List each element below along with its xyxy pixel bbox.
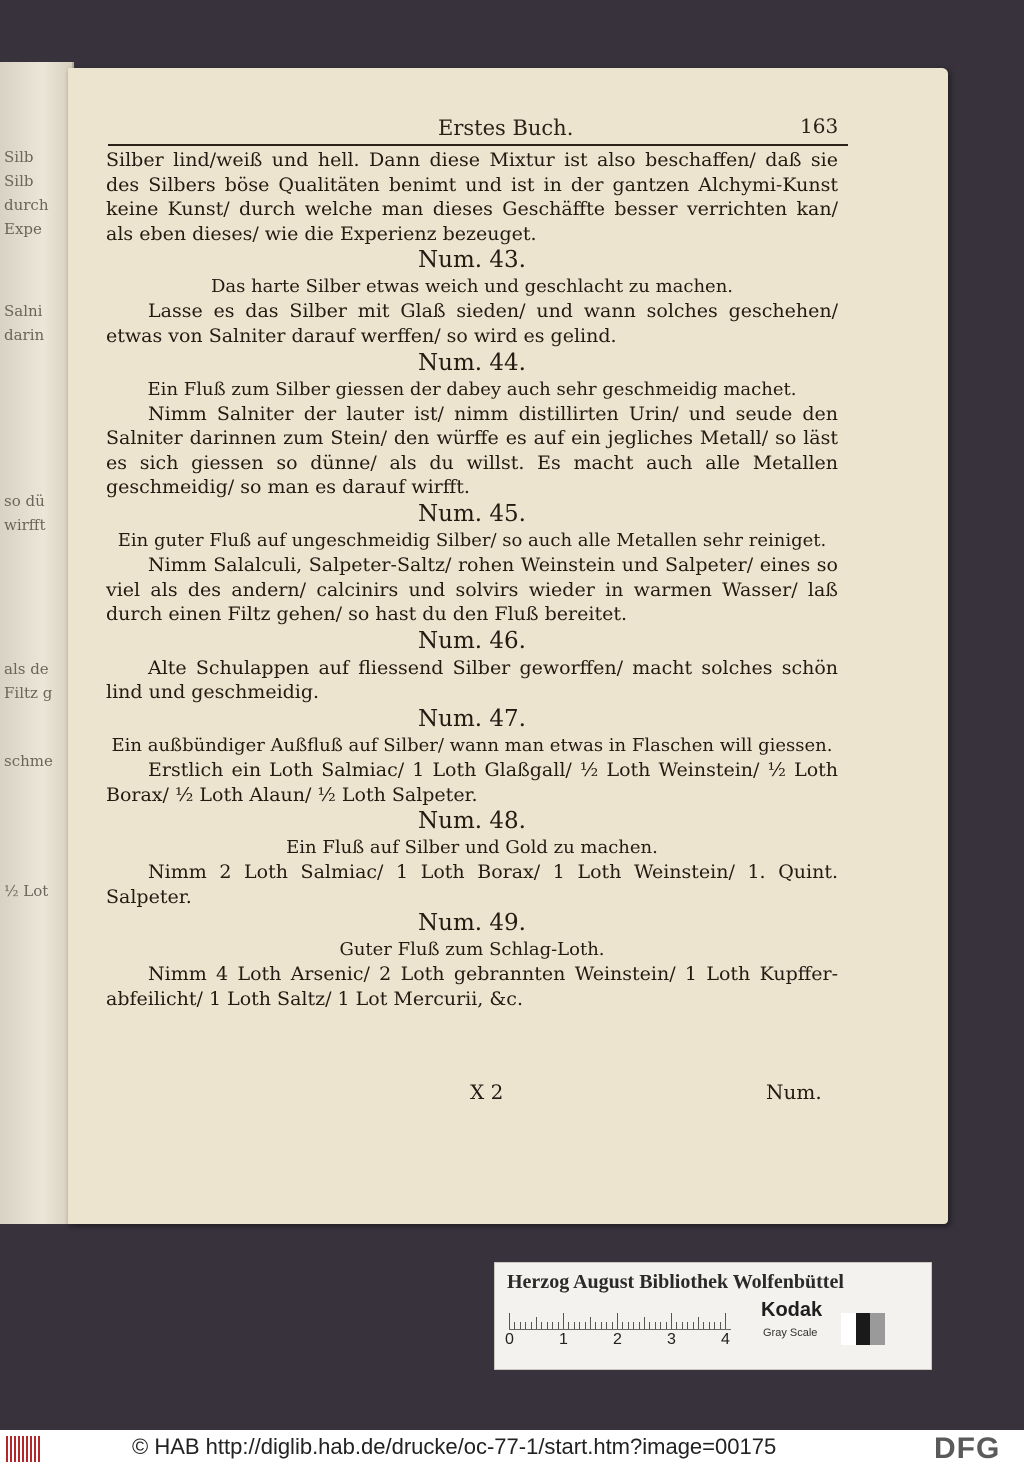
ruler-number: 2 xyxy=(613,1331,622,1348)
recipe-paragraph: Lasse es das Silber mit Glaß sieden/ und wann solches geschehen/ etwas von Salniter darauf werffen/ so wird es gelind. xyxy=(106,300,838,347)
ruler-number: 1 xyxy=(559,1331,568,1348)
measurement-ruler xyxy=(505,1309,731,1349)
recipe-title: Ein Fluß zum Silber giessen der dabey auch sehr geschmeidig machet. xyxy=(147,378,797,400)
recipe-paragraph: Alte Schulappen auf fliessend Silber geworffen/ macht solches schön lind und geschmeidig. xyxy=(106,656,838,704)
ruler-tick xyxy=(514,1322,515,1329)
ruler-tick xyxy=(579,1322,580,1329)
ruler-tick xyxy=(714,1322,715,1329)
ruler-tick xyxy=(687,1322,688,1329)
bottom-bar xyxy=(0,1430,1024,1467)
facing-page-fragment: durch xyxy=(4,196,49,214)
ruler-number: 0 xyxy=(505,1331,514,1348)
facing-page-fragment: ½ Lot xyxy=(4,882,49,900)
ruler-tick xyxy=(617,1313,618,1329)
recipe-number: Num. 49. xyxy=(418,910,526,937)
gray-swatch xyxy=(856,1313,871,1345)
ruler-tick xyxy=(639,1322,640,1329)
recipe-paragraph: Nimm Salniter der lauter ist/ nimm distillirten Urin/ und seude den Salniter darinnen zum Stein/ den würffe es auf ein jegliches Metall/ so läst es sich giessen so dünne/ als du willst. Es macht auch alle Metallen geschmeidig/ so man es darauf wirfft. xyxy=(106,402,838,499)
ruler-tick xyxy=(682,1322,683,1329)
ruler-tick xyxy=(541,1322,542,1329)
ruler-tick xyxy=(660,1322,661,1329)
recipe-paragraph: Nimm Salalculi, Salpeter-Saltz/ rohen Weinstein und Salpeter/ eines so viel als des andern/ calcinirs und solvirs wieder in warmen Wasser/ laß durch einen Filtz gehen/ so hast du den Fluß bereitet. xyxy=(106,553,838,626)
ruler-tick xyxy=(720,1322,721,1329)
facing-page-fragment: Silb xyxy=(4,172,34,190)
recipe-title: Guter Fluß zum Schlag-Loth. xyxy=(339,939,605,961)
ruler-tick xyxy=(606,1322,607,1329)
facing-page-fragment: darin xyxy=(4,326,45,344)
ruler-tick xyxy=(703,1322,704,1329)
ruler-tick xyxy=(644,1317,645,1329)
recipe-title: Ein guter Fluß auf ungeschmeidig Silber/ so auch alle Metallen sehr reiniget. xyxy=(117,529,827,551)
ruler-tick xyxy=(628,1322,629,1329)
ruler-tick xyxy=(509,1313,510,1329)
header-rule xyxy=(108,144,848,146)
book-page xyxy=(68,68,948,1224)
dfg-logo: DFG xyxy=(934,1432,1001,1465)
page-number: 163 xyxy=(800,114,839,138)
recipe-number: Num. 47. xyxy=(418,705,526,732)
gray-swatch xyxy=(841,1313,856,1345)
ruler-tick xyxy=(601,1322,602,1329)
facing-page-fragment: Silb xyxy=(4,148,34,166)
ruler-tick xyxy=(649,1322,650,1329)
facing-page-fragment: so dü xyxy=(4,492,45,510)
ruler-tick xyxy=(622,1322,623,1329)
signature-mark: X 2 xyxy=(470,1080,504,1104)
gray-scale-label: Gray Scale xyxy=(763,1327,818,1339)
facing-page-fragment: Filtz g xyxy=(4,684,53,702)
facing-page-edge xyxy=(0,62,74,1224)
ruler-tick xyxy=(525,1322,526,1329)
barcode-icon xyxy=(6,1436,42,1462)
recipe-title: Ein Fluß auf Silber und Gold zu machen. xyxy=(286,837,658,859)
kodak-brand: Kodak xyxy=(761,1299,823,1321)
ruler-tick xyxy=(709,1322,710,1329)
library-name: Herzog August Bibliothek Wolfenbüttel xyxy=(507,1271,844,1293)
ruler-tick xyxy=(568,1322,569,1329)
copyright-link[interactable]: © HAB http://diglib.hab.de/drucke/oc-77-1/start.htm?image=00175 xyxy=(132,1434,777,1459)
ruler-tick xyxy=(558,1322,559,1329)
ruler-tick xyxy=(531,1322,532,1329)
ruler-tick xyxy=(666,1322,667,1329)
ruler-tick xyxy=(585,1322,586,1329)
facing-page-fragment: schme xyxy=(4,752,53,770)
ruler-tick xyxy=(520,1322,521,1329)
recipe-number: Num. 48. xyxy=(418,808,526,835)
ruler-number: 4 xyxy=(721,1331,730,1348)
recipe-number: Num. 43. xyxy=(418,247,526,274)
ruler-baseline xyxy=(509,1329,731,1330)
recipe-paragraph: Silber lind/weiß und hell. Dann diese Mixtur ist also beschaffen/ daß sie des Silbers böse Qualitäten benimt und ist in der gantzen Alchymi-Kunst keine Kunst/ durch welche man dieses Geschäffte besser verrichten kan/ als eben dieses/ wie die Experienz bezeuget. xyxy=(106,149,838,245)
ruler-tick xyxy=(676,1322,677,1329)
recipe-title: Das harte Silber etwas weich und geschlacht zu machen. xyxy=(210,276,734,298)
page-footer xyxy=(68,1080,948,1110)
ruler-tick xyxy=(671,1313,672,1329)
recipe-number: Num. 46. xyxy=(418,627,526,654)
facing-page-fragment: wirfft xyxy=(4,516,46,534)
ruler-number: 3 xyxy=(667,1331,676,1348)
facing-page-fragment: als de xyxy=(4,660,49,678)
ruler-tick xyxy=(698,1317,699,1329)
ruler-tick xyxy=(595,1322,596,1329)
recipe-paragraph: Nimm 4 Loth Arsenic/ 2 Loth gebrannten Weinstein/ 1 Loth Kupffer-abfeilicht/ 1 Loth Saltz/ 1 Lot Mercurii, &c. xyxy=(106,963,838,1010)
ruler-tick xyxy=(590,1317,591,1329)
ruler-tick xyxy=(547,1322,548,1329)
library-label-card xyxy=(494,1262,932,1370)
facing-page-fragment: Expe xyxy=(4,220,42,238)
ruler-tick xyxy=(612,1322,613,1329)
facing-page-fragment: Salni xyxy=(4,302,43,320)
recipe-paragraph: Nimm 2 Loth Salmiac/ 1 Loth Borax/ 1 Loth Weinstein/ 1. Quint. Salpeter. xyxy=(106,861,838,908)
ruler-tick xyxy=(633,1322,634,1329)
ruler-tick xyxy=(536,1317,537,1329)
ruler-tick xyxy=(693,1322,694,1329)
gray-scale-swatches xyxy=(841,1313,885,1345)
recipe-paragraph: Erstlich ein Loth Salmiac/ 1 Loth Glaßgall/ ½ Loth Weinstein/ ½ Loth Borax/ ½ Loth Alaun/ ½ Loth Salpeter. xyxy=(106,758,838,806)
ruler-tick xyxy=(552,1322,553,1329)
catchword: Num. xyxy=(766,1080,822,1104)
ruler-tick xyxy=(563,1313,564,1329)
recipe-number: Num. 44. xyxy=(418,349,526,376)
gray-swatch xyxy=(870,1313,885,1345)
ruler-tick xyxy=(655,1322,656,1329)
ruler-tick xyxy=(725,1313,726,1329)
ruler-tick xyxy=(574,1322,575,1329)
recipe-title: Ein außbündiger Außfluß auf Silber/ wann man etwas in Flaschen will giessen. xyxy=(111,734,833,756)
running-header: Erstes Buch. xyxy=(438,116,574,140)
recipe-number: Num. 45. xyxy=(418,500,526,527)
page-text xyxy=(106,148,838,1011)
